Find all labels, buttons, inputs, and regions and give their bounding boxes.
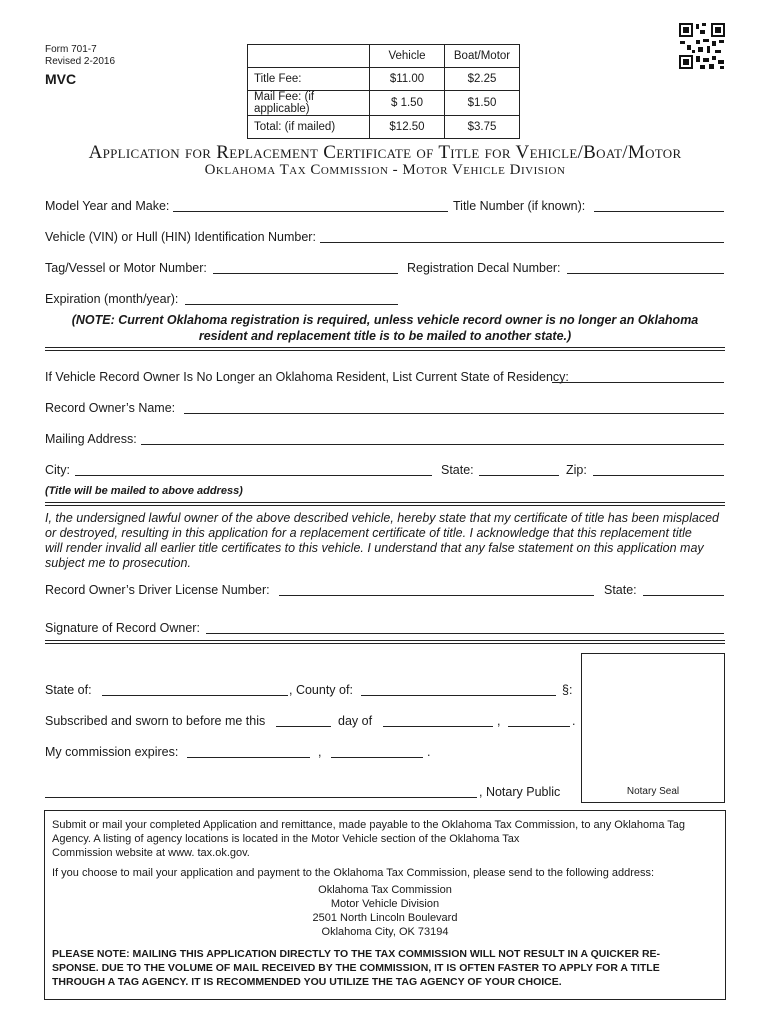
notary-seal-label: Notary Seal	[626, 786, 680, 797]
residency-field[interactable]	[552, 382, 724, 383]
form-code: MVC	[45, 71, 77, 87]
owner-name-field[interactable]	[184, 413, 724, 414]
title-number-field[interactable]	[594, 211, 724, 212]
notary-signature-field[interactable]	[45, 797, 477, 798]
driver-license-label: Record Owner’s Driver License Number:	[45, 583, 270, 597]
tag-number-field[interactable]	[213, 273, 398, 274]
fee-label: Mail Fee: (if applicable)	[248, 91, 370, 116]
fee-table-header	[248, 45, 520, 68]
fee-row-mail	[248, 91, 520, 116]
form-subtitle: Oklahoma Tax Commission - Motor Vehicle Division	[204, 162, 566, 178]
title-number-label: Title Number (if known):	[453, 199, 586, 213]
fee-vehicle: $ 1.50	[370, 91, 445, 116]
decal-number-label: Registration Decal Number:	[407, 261, 561, 275]
qr-code-icon	[678, 22, 726, 70]
mailing-address-block: Oklahoma Tax Commission Motor Vehicle Division 2501 North Lincoln Boulevard Oklahoma City, OK 73194	[312, 884, 458, 938]
instructions: Submit or mail your completed Application and remittance, made payable to the Oklahoma Tax Commission, to any Oklahoma Tag Agency. A listing of agency locations is located in the Motor Vehicle section of the Oklahoma Tax Commission website at www. tax.ok.gov. If you choose to mail your application and payment to the Oklahoma Tax Commission, please send to the following address: Oklahoma Tax Commission Motor Vehicle Division 2501 North Lincoln Boulevard Oklahoma City, OK 73194 PLEASE NOTE: MAILING THIS APPLICATION DIRECTLY TO THE TAX COMMISSION WILL NOT RESULT IN A QUICKER RE- SPONSE. DUE TO THE VOLUME OF MAIL RECEIVED BY THE COMMISSION, IT IS OFTEN FASTER TO APPLY FOR A TITLE THROUGH A TAG AGENCY. IT IS RECOMMENDED YOU UTILIZE THE TAG AGENCY OF YOUR CHOICE.	[52, 818, 718, 989]
section-symbol: §:	[562, 683, 573, 697]
form-title: Application for Replacement Certificate of Title for Vehicle/Boat/Motor	[88, 142, 682, 163]
form-number: Form 701-7	[45, 44, 97, 55]
comma: ,	[318, 745, 322, 759]
driver-license-field[interactable]	[279, 595, 594, 596]
month-field[interactable]	[383, 726, 493, 727]
fee-label: Total: (if mailed)	[248, 116, 370, 139]
vin-field[interactable]	[320, 242, 724, 243]
fee-boat: $2.25	[445, 68, 520, 91]
fee-boat: $1.50	[445, 91, 520, 116]
city-field[interactable]	[75, 475, 432, 476]
notary-county-label: , County of:	[289, 683, 353, 697]
model-year-make-field[interactable]	[173, 211, 448, 212]
vin-label: Vehicle (VIN) or Hull (HIN) Identification Number:	[45, 230, 316, 244]
fee-label: Title Fee:	[248, 68, 370, 91]
expiration-field[interactable]	[185, 304, 398, 305]
year-field[interactable]	[508, 726, 570, 727]
col-boat-motor: Boat/Motor	[445, 45, 520, 68]
owner-name-label: Record Owner’s Name:	[45, 401, 176, 415]
mail-note: (Title will be mailed to above address)	[45, 485, 243, 497]
section-divider	[45, 502, 725, 506]
model-year-make-label: Model Year and Make:	[45, 199, 170, 213]
please-note: PLEASE NOTE: MAILING THIS APPLICATION DIRECTLY TO THE TAX COMMISSION WILL NOT RESULT IN A QUICKER RE- SPONSE. DUE TO THE VOLUME OF MAIL RECEIVED BY THE COMMISSION, IT IS OFTEN FASTER TO APPLY FOR A TITLE THROUGH A TAG AGENCY. IT IS RECOMMENDED YOU UTILIZE THE TAG AGENCY OF YOUR CHOICE.	[52, 948, 661, 988]
city-label: City:	[45, 463, 70, 477]
decal-number-field[interactable]	[567, 273, 724, 274]
dl-state-label: State:	[604, 583, 637, 597]
signature-field[interactable]	[206, 633, 724, 634]
zip-label: Zip:	[566, 463, 587, 477]
section-divider	[45, 347, 725, 351]
registration-note-line2: resident and replacement title is to be mailed to another state.)	[198, 329, 572, 343]
expiration-label: Expiration (month/year):	[45, 292, 179, 306]
owner-statement: I, the undersigned lawful owner of the above described vehicle, hereby state that my certificate of title has been misplaced or destroyed, resulting in this application for a replacement certificate of title. I acknowledge that this replacement title will render invalid all earlier title certificates to this vehicle. I understand that any false statement on this application may subject me to prosecution.	[45, 511, 719, 570]
day-field[interactable]	[276, 726, 331, 727]
fee-vehicle: $12.50	[370, 116, 445, 139]
period: .	[572, 714, 576, 728]
fee-boat: $3.75	[445, 116, 520, 139]
fee-row-total	[248, 116, 520, 139]
day-of-label: day of	[338, 714, 373, 728]
residency-label: If Vehicle Record Owner Is No Longer an Oklahoma Resident, List Current State of Residency:	[45, 370, 569, 384]
state-field[interactable]	[479, 475, 559, 476]
dl-state-field[interactable]	[643, 595, 724, 596]
commission-year-field[interactable]	[331, 757, 423, 758]
mailing-address-label: Mailing Address:	[45, 432, 137, 446]
zip-field[interactable]	[593, 475, 724, 476]
notary-state-field[interactable]	[102, 695, 288, 696]
col-vehicle: Vehicle	[370, 45, 445, 68]
tag-number-label: Tag/Vessel or Motor Number:	[45, 261, 207, 275]
revised-date: Revised 2-2016	[45, 56, 116, 67]
signature-label: Signature of Record Owner:	[45, 621, 200, 635]
period: .	[427, 745, 431, 759]
fee-table	[247, 44, 520, 139]
notary-public-label: , Notary Public	[479, 785, 561, 799]
commission-date-field[interactable]	[187, 757, 310, 758]
registration-note-line1: (NOTE: Current Oklahoma registration is required, unless vehicle record owner is no longer an Oklahoma	[71, 313, 699, 327]
fee-row-title	[248, 68, 520, 91]
comma: ,	[497, 714, 501, 728]
notary-seal-box	[581, 653, 725, 803]
subscribed-label: Subscribed and sworn to before me this	[45, 714, 266, 728]
commission-expires-label: My commission expires:	[45, 745, 179, 759]
mailing-address-field[interactable]	[141, 444, 724, 445]
state-label: State:	[441, 463, 474, 477]
notary-county-field[interactable]	[361, 695, 556, 696]
notary-state-label: State of:	[45, 683, 92, 697]
section-divider	[45, 640, 725, 644]
fee-vehicle: $11.00	[370, 68, 445, 91]
